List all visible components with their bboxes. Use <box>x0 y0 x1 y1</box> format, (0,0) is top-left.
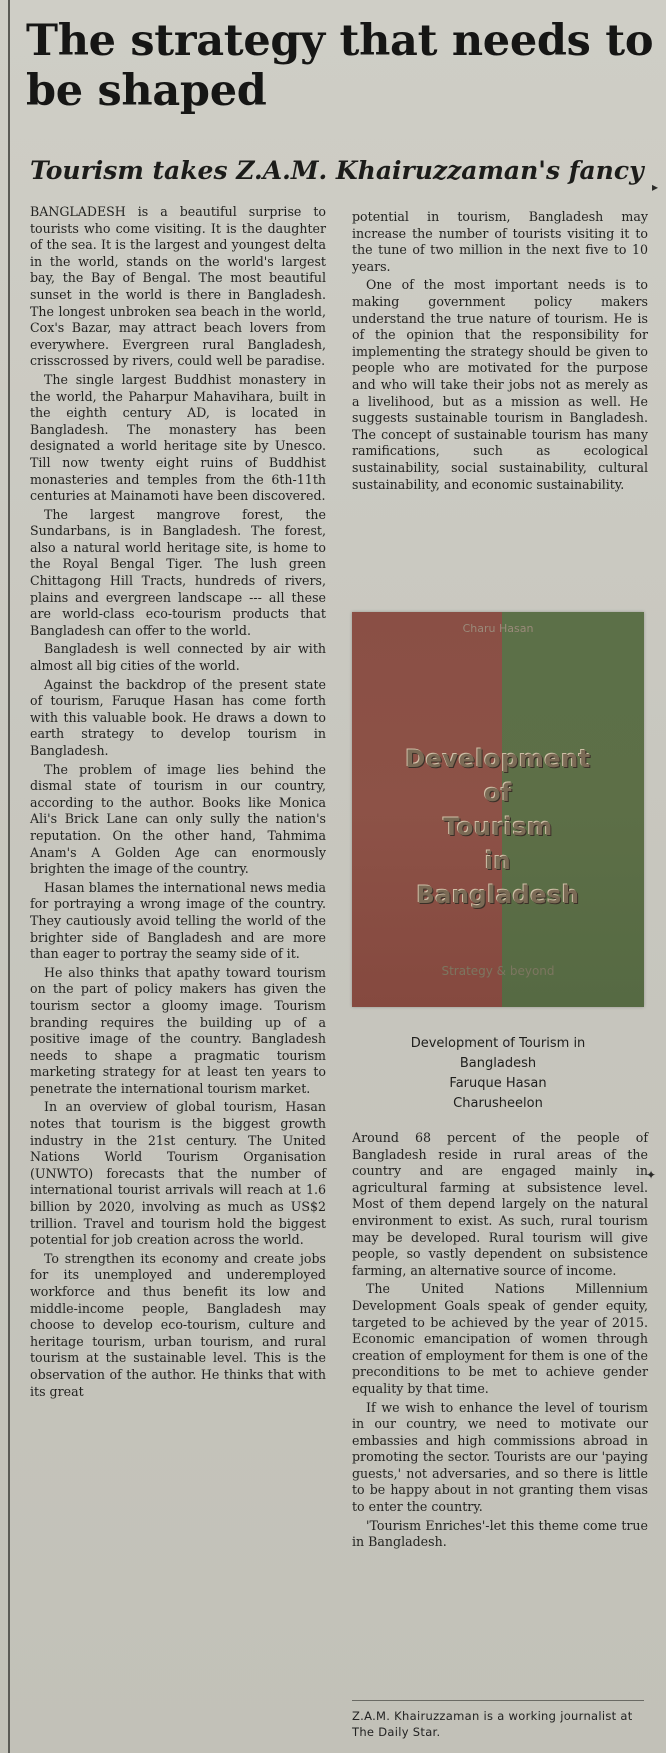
paragraph: If we wish to enhance the level of tourism in our country, we need to motivate our embassies and high commissions abroad in promoting the sector. Tourists are our 'paying guests,' not adversaries, and so there is little to be happy about in not granting them visas to enter the country. <box>352 1399 648 1515</box>
paragraph: Bangladesh is well connected by air with almost all big cities of the world. <box>30 641 326 674</box>
book-title-line: Bangladesh <box>416 881 580 909</box>
byline: Z.A.M. Khairuzzaman is a working journalist at The Daily Star. <box>352 1709 633 1739</box>
caption-publisher: Charusheelon <box>453 1096 543 1111</box>
paragraph: 'Tourism Enriches'-let this theme come true in Bangladesh. <box>352 1517 648 1550</box>
paragraph: One of the most important needs is to making government policy makers understand the true nature of tourism. He is of the opinion that the responsibility for implementing the strategy should be given to people who are motivated for the purpose and who will take their jobs not as merely as a livelihood, but as a mission as well. He suggests sustainable tourism in Bangladesh. The concept of sustainable tourism has many ramifications, such as ecological sustainability, social sustainability, cultural sustainability, and economic sustainability. <box>352 277 648 492</box>
right-column-bottom <box>352 1130 648 1553</box>
paragraph: BANGLADESH is a beautiful surprise to tourists who come visiting. It is the daughter of the sea. It is the largest and youngest delta in the world, stands on the world's largest bay, the Bay of Bengal. The most beautiful sunset in the world is there in Bangladesh. The longest unbroken sea beach in the world, Cox's Bazar, may attract beach lovers from everywhere. Evergreen rural Bangladesh, crisscrossed by rivers, could well be paradise. <box>30 204 326 369</box>
paragraph: Around 68 percent of the people of Bangladesh reside in rural areas of the country and are engaged mainly in agricultural farming at subsistence level. Most of them depend largely on the natural environment to exist. As such, rural tourism may be developed. Rural tourism will give people, so vastly dependent on subsistence farming, an alternative source of income. <box>352 1130 648 1278</box>
margin-mark-icon: ▸ <box>652 180 659 194</box>
book-title-line: of <box>484 779 512 807</box>
caption-author: Faruque Hasan <box>449 1076 547 1091</box>
book-caption <box>352 1034 644 1114</box>
book-title-line: in <box>484 847 512 875</box>
book-cover-subtitle: Strategy & beyond <box>441 964 555 978</box>
paragraph: To strengthen its economy and create jobs for its unemployed and underemployed workforce and thus benefit its low and middle-income people, Bangladesh may choose to develop eco-tourism, culture and heritage tourism, urban tourism, and rural tourism at the sustainable level. This is the observation of the author. He thinks that with its great <box>30 1250 326 1399</box>
paragraph: Hasan blames the international news media for portraying a wrong image of the country. They cautiously avoid telling the world of the brighter side of Bangladesh and are more than eager to portray the seamy side of it. <box>30 879 326 962</box>
book-publisher-mark: Charu Hasan <box>462 622 534 635</box>
left-column <box>30 204 326 1402</box>
paragraph: The United Nations Millennium Development Goals speak of gender equity, targeted to be achieved by the year of 2015. Economic emancipation of women through creation of employment for them is one of the preconditions to be met to achieve gender equality by that time. <box>352 1281 648 1396</box>
book-title-line: Development <box>405 745 591 773</box>
paragraph: potential in tourism, Bangladesh may increase the number of tourists visiting it to the tune of two million in the next five to 10 years. <box>352 209 648 274</box>
kicker: Tourism takes Z.A.M. Khairuzzaman's fancy <box>30 156 644 185</box>
right-column-top <box>352 209 648 495</box>
book-cover-title <box>352 742 644 912</box>
caption-title-line: Bangladesh <box>459 1056 537 1071</box>
paragraph: In an overview of global tourism, Hasan notes that tourism is the biggest growth industry in the 21st century. The United Nations World Tourism Organisation (UNWTO) forecasts that the number of international tourist arrivals will reach at 1.6 billion by 2020, involving as much as US$2 trillion. Travel and tourism hold the biggest potential for job creation across the world. <box>30 1099 326 1248</box>
paragraph: The largest mangrove forest, the Sundarbans, is in Bangladesh. The forest, also a natural world heritage site, is home to the Royal Bengal Tiger. The lush green Chittagong Hill Tracts, hundreds of rivers, plains and evergreen landscape --- all these are world-class eco-tourism products that Bangladesh can offer to the world. <box>30 506 326 638</box>
paragraph: He also thinks that apathy toward tourism on the part of policy makers has given the tourism sector a gloomy image. Tourism branding requires the building up of a positive image of the country. Bangladesh needs to shape a pragmatic tourism marketing strategy for at least ten years to penetrate the international tourism market. <box>30 964 326 1096</box>
margin-mark-icon: ✦ <box>646 1168 657 1182</box>
headline: The strategy that needs to be shaped <box>26 16 654 116</box>
paragraph: The problem of image lies behind the dismal state of tourism in our country, according to the author. Books like Monica Ali's Brick Lane can only sully the nation's reputation. On the other hand, Tahmima Anam's A Golden Age can enormously brighten the image of the country. <box>30 761 326 877</box>
paragraph: The single largest Buddhist monastery in the world, the Paharpur Mahavihara, built in the eighth century AD, is located in Bangladesh. The monastery has been designated a world heritage site by Unesco. Till now twenty eight ruins of Buddhist monasteries and temples from the 6th-11th centuries at Mainamoti have been discovered. <box>30 371 326 504</box>
column-rule <box>8 0 10 1753</box>
caption-title-line: Development of Tourism in <box>410 1036 586 1051</box>
book-title-line: Tourism <box>443 813 553 841</box>
book-cover-image <box>352 612 644 1007</box>
byline-divider <box>352 1700 644 1701</box>
paragraph: Against the backdrop of the present state of tourism, Faruque Hasan has come forth with this valuable book. He draws a down to earth strategy to develop tourism in Bangladesh. <box>30 676 326 758</box>
